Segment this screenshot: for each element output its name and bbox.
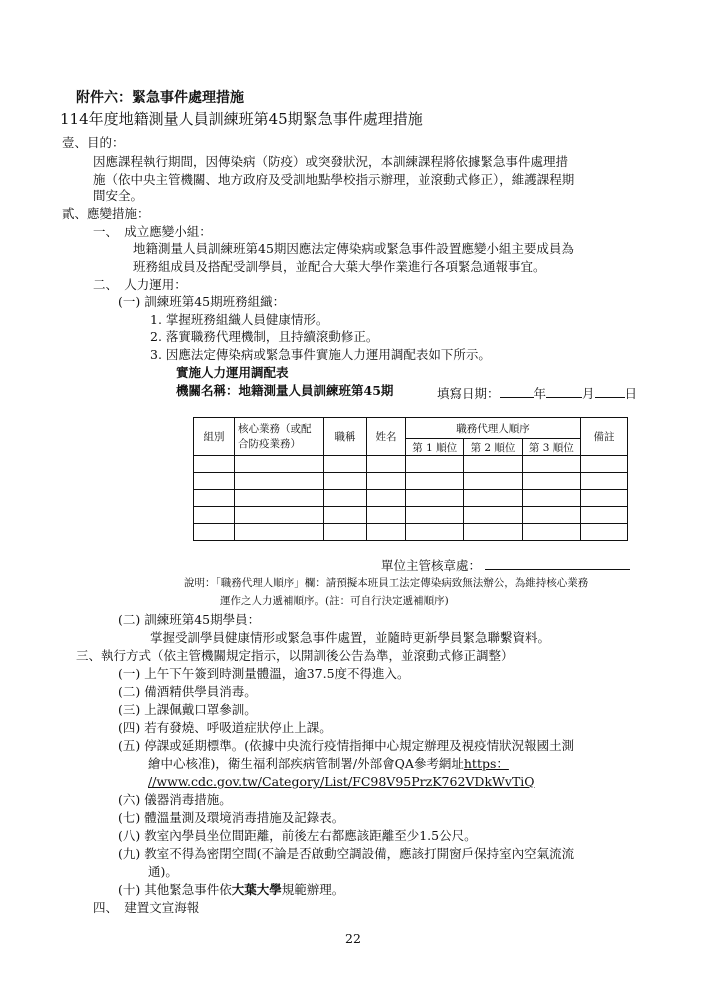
execution-item: (二) 備酒精供學員消毒。 [118, 684, 257, 699]
section-1-line: 因應課程執行期間，因傳染病（防疫）或突發狀況，本訓練課程將依據緊急事件處理措 [93, 154, 569, 169]
attachment-heading: 附件六：緊急事件處理措施 [76, 90, 244, 106]
supervisor-stamp: 單位主管核章處： [381, 557, 630, 574]
note-line: 運作之人力遞補順序。(註：可自行決定遞補順序) [220, 595, 449, 607]
item-1-line: 班務組成員及搭配受訓學員，並配合大葉大學作業進行各項緊急通報事宜。 [133, 259, 546, 274]
staffing-table [193, 417, 628, 541]
execution-item: (九) 教室不得為密閉空間(不論是否啟動空調設備，應該打開窗戶保持室內空氣流流 [118, 846, 575, 861]
note-line: 說明：「職務代理人順序」欄：請預擬本班員工法定傳染病致無法辦公，為維持核心業務 [184, 577, 589, 589]
document-title: 114年度地籍測量人員訓練班第45期緊急事件處理措施 [60, 110, 423, 128]
execution-item: (四) 若有發燒、呼吸道症狀停止上課。 [118, 720, 332, 735]
execution-item: (八) 教室內學員坐位間距離，前後左右都應該距離至少1.5公尺。 [118, 828, 477, 843]
item-1-label: 一、 成立應變小組： [93, 224, 212, 239]
header-core-duty: 核心業務（或配合防疫業務） [235, 418, 324, 456]
cdc-link-part[interactable]: https： [463, 756, 509, 771]
section-1-label: 壹、目的： [62, 135, 125, 150]
section-4-label: 四、 建置文宣海報 [93, 900, 200, 915]
execution-item: (三) 上課佩戴口罩參訓。 [118, 702, 257, 717]
sub-a-item: 2. 落實職務代理機制，且持續滾動修正。 [150, 329, 379, 344]
execution-item: (十) 其他緊急事件依大葉大學規範辦理。 [118, 882, 345, 897]
fill-date: 填寫日期： 年 月 日 [437, 386, 638, 401]
header-deputy-order: 職務代理人順序 [406, 418, 581, 439]
header-title: 職稱 [324, 418, 367, 456]
table-title: 實施人力運用調配表 [176, 365, 289, 380]
sub-b-label: (二) 訓練班第45期學員： [118, 612, 261, 627]
sub-a-item: 3. 因應法定傳染病或緊急事件實施人力運用調配表如下所示。 [150, 347, 491, 362]
item-1-line: 地籍測量人員訓練班第45期因應法定傳染病或緊急事件設置應變小組主要成員為 [133, 241, 574, 256]
execution-item-cont: 通)。 [148, 864, 178, 879]
table-row [194, 490, 628, 507]
execution-item: (六) 儀器消毒措施。 [118, 792, 232, 807]
cdc-link[interactable]: //www.cdc.gov.tw/Category/List/FC98V95PrzK762VDkWvTiQ [148, 774, 535, 789]
header-note: 備註 [581, 418, 628, 456]
sub-a-item: 1. 掌握班務組織人員健康情形。 [150, 312, 329, 327]
execution-item: (一) 上午下午簽到時測量體溫，逾37.5度不得進入。 [118, 666, 410, 681]
header-group: 組別 [194, 418, 235, 456]
section-2-label: 貳、應變措施： [62, 206, 150, 221]
section-3-label: 三、執行方式（依主管機關規定指示，以開訓後公告為準，並滾動式修正調整） [76, 648, 514, 663]
header-deputy-2: 第 2 順位 [464, 439, 522, 456]
table-row [194, 524, 628, 541]
header-deputy-1: 第 1 順位 [406, 439, 464, 456]
section-1-line: 間安全。 [93, 188, 144, 203]
table-row [194, 507, 628, 524]
section-1-line: 施（依中央主管機關、地方政府及受訓地點學校指示辦理，並滾動式修正），維護課程期 [93, 172, 575, 187]
page-number: 22 [345, 931, 361, 946]
sub-b-line: 掌握受訓學員健康情形或緊急事件處置，並隨時更新學員緊急聯繫資料。 [150, 630, 551, 645]
execution-item: (五) 停課或延期標準。(依據中央流行疫情指揮中心規定辦理及視疫情狀況報國土測 [118, 738, 575, 753]
table-row [194, 456, 628, 473]
header-deputy-3: 第 3 順位 [522, 439, 580, 456]
table-row [194, 473, 628, 490]
sub-a-label: (一) 訓練班第45期班務組織： [118, 294, 286, 309]
item-2-label: 二、 人力運用： [93, 277, 187, 292]
header-name: 姓名 [367, 418, 406, 456]
execution-item: (七) 體溫量測及環境消毒措施及記錄表。 [118, 810, 345, 825]
organization-name: 機關名稱：地籍測量人員訓練班第45期 [176, 383, 394, 398]
execution-item-cont: 繪中心核准)，衛生福利部疾病管制署/外部會QA參考網址https： [148, 756, 509, 771]
